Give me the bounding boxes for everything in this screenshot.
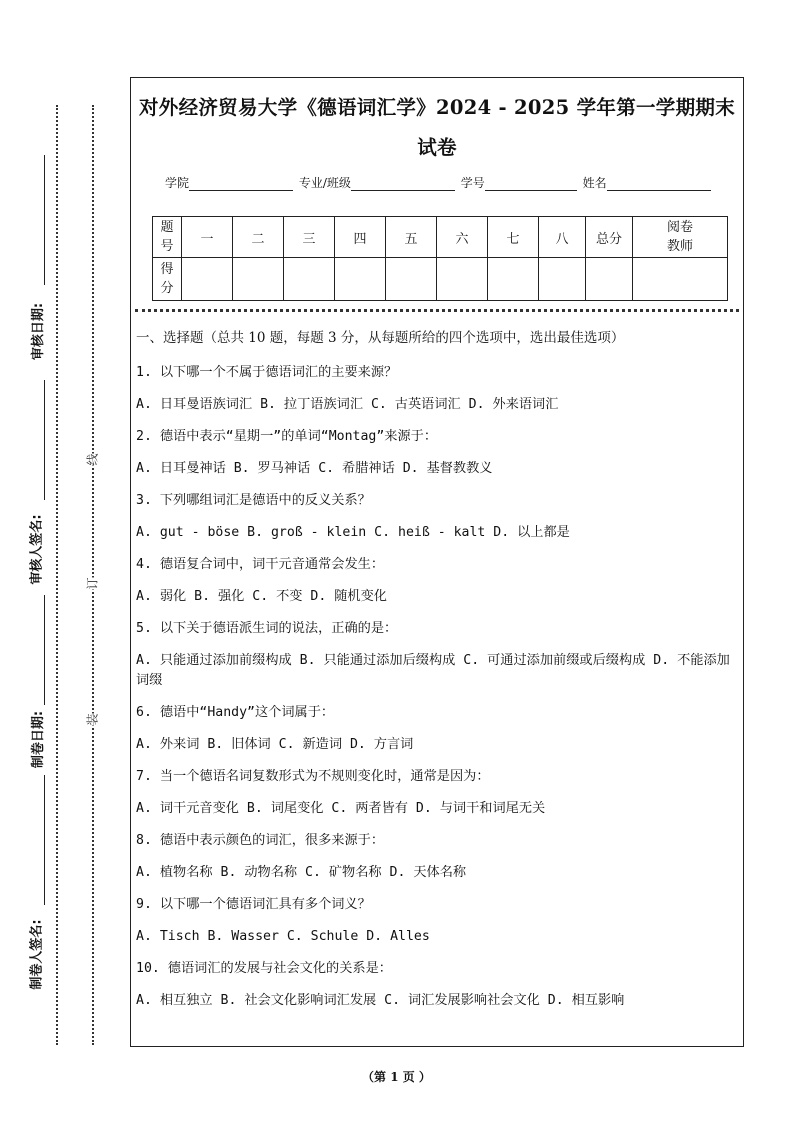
major-class-label: 专业/班级 (298, 176, 351, 190)
reviewer-sign-blank (44, 380, 45, 500)
score-label-top: 得 (160, 262, 174, 277)
question-stem: 6. 德语中“Handy”这个词属于： (136, 705, 335, 720)
grader-label-bottom: 教师 (666, 239, 693, 254)
binding-char-staple: 订 (81, 577, 104, 589)
question-stem: 8. 德语中表示颜色的词汇，很多来源于： (136, 833, 385, 848)
name-blank[interactable] (607, 178, 711, 191)
question-options: A. 弱化 B. 强化 C. 不变 D. 随机变化 (136, 589, 387, 604)
question-options: A. 植物名称 B. 动物名称 C. 矿物名称 D. 天体名称 (136, 865, 467, 880)
score-input-2[interactable] (233, 258, 284, 301)
student-id-blank[interactable] (485, 178, 577, 191)
question-stem: 9. 以下哪一个德语词汇具有多个词义？ (136, 897, 371, 912)
question-stem: 1. 以下哪一个不属于德语词汇的主要来源？ (136, 365, 398, 380)
score-col-7: 七 (488, 217, 539, 258)
grader-label-top: 阅卷 (666, 220, 693, 235)
question-options: A. 相互独立 B. 社会文化影响词汇发展 C. 词汇发展影响社会文化 D. 相互影响 (136, 993, 625, 1008)
question-stem: 2. 德语中表示“星期一”的单词“Montag”来源于： (136, 429, 438, 444)
exam-title-line1: 对外经济贸易大学《德语词汇学》2024 - 2025 学年第一学期期末 (138, 96, 735, 119)
score-input-6[interactable] (437, 258, 488, 301)
question-stem: 3. 下列哪组词汇是德语中的反义关系？ (136, 493, 371, 508)
question-number-cell (153, 217, 182, 258)
question-options: A. 词干元音变化 B. 词尾变化 C. 两者皆有 D. 与词干和词尾无关 (136, 801, 546, 816)
score-input-total[interactable] (586, 258, 633, 301)
name-label: 姓名 (582, 176, 607, 190)
binding-char-bind: 装 (81, 713, 104, 725)
maker-date-blank (44, 595, 45, 705)
student-id-label: 学号 (460, 176, 485, 190)
question-number-label-bottom: 号 (160, 239, 174, 254)
college-label: 学院 (165, 176, 190, 190)
grader-input[interactable] (633, 258, 728, 301)
question-stem: 5. 以下关于德语派生词的说法，正确的是： (136, 621, 398, 636)
question-options: A. 外来词 B. 旧体词 C. 新造词 D. 方言词 (136, 737, 414, 752)
score-input-1[interactable] (182, 258, 233, 301)
score-table-score-row (153, 258, 728, 301)
maker-sign-blank (44, 775, 45, 905)
score-input-8[interactable] (539, 258, 586, 301)
binding-char-line: 线 (81, 453, 104, 465)
section-1 (136, 328, 736, 1023)
score-col-8: 八 (539, 217, 586, 258)
score-col-5: 五 (386, 217, 437, 258)
question-options: A. 日耳曼语族词汇 B. 拉丁语族词汇 C. 古英语词汇 D. 外来语词汇 (136, 397, 559, 412)
score-col-2: 二 (233, 217, 284, 258)
score-label-bottom: 分 (160, 281, 174, 296)
exam-title-line2: 试卷 (417, 136, 457, 159)
reviewer-date-label: 审核日期: (31, 302, 47, 361)
grader-cell (633, 217, 728, 258)
college-blank[interactable] (189, 178, 293, 191)
reviewer-date-blank (44, 155, 45, 285)
page-number: （第 1 页 ） (362, 1070, 431, 1084)
score-input-5[interactable] (386, 258, 437, 301)
score-input-4[interactable] (335, 258, 386, 301)
binding-line-outer (56, 105, 58, 1045)
dotted-separator (135, 309, 739, 312)
question-stem: 7. 当一个德语名词复数形式为不规则变化时，通常是因为： (136, 769, 490, 784)
score-col-3: 三 (284, 217, 335, 258)
question-options: A. 只能通过添加前缀构成 B. 只能通过添加后缀构成 C. 可通过添加前缀或后缀构成 D. 不能添加词缀 (136, 653, 730, 688)
score-col-4: 四 (335, 217, 386, 258)
maker-sign-label: 制卷人签名: (29, 919, 45, 990)
question-options: A. Tisch B. Wasser C. Schule D. Alles (136, 929, 430, 944)
maker-date-label: 制卷日期: (31, 710, 47, 769)
major-class-blank[interactable] (351, 178, 455, 191)
score-table-header-row (153, 217, 728, 258)
question-options: A. gut - böse B. groß - klein C. heiß - kalt D. 以上都是 (136, 525, 570, 540)
question-stem: 10. 德语词汇的发展与社会文化的关系是： (136, 961, 392, 976)
question-stem: 4. 德语复合词中，词干元音通常会发生： (136, 557, 385, 572)
exam-frame (130, 77, 744, 1047)
section-1-title: 一、选择题（总共 10 题，每题 3 分，从每题所给的四个选项中，选出最佳选项） (136, 330, 625, 346)
binding-line-inner (92, 105, 94, 1045)
score-table (152, 216, 728, 301)
score-col-1: 一 (182, 217, 233, 258)
question-options: A. 日耳曼神话 B. 罗马神话 C. 希腊神话 D. 基督教教义 (136, 461, 493, 476)
score-input-3[interactable] (284, 258, 335, 301)
score-input-7[interactable] (488, 258, 539, 301)
score-col-total: 总分 (586, 217, 633, 258)
score-label-cell (153, 258, 182, 301)
score-col-6: 六 (437, 217, 488, 258)
question-number-label-top: 题 (160, 220, 174, 235)
student-info-row (165, 174, 713, 191)
reviewer-sign-label: 审核人签名: (29, 514, 45, 585)
